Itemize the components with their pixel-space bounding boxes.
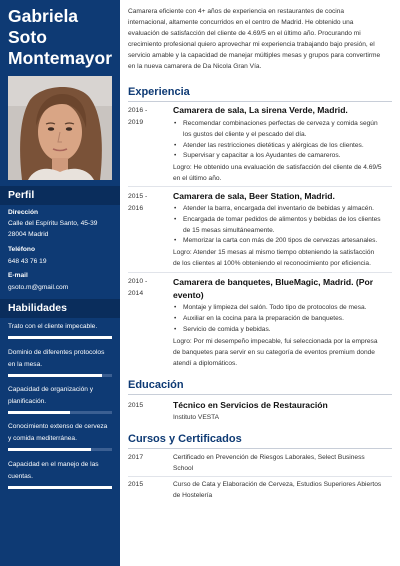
job-date-end: 2019 xyxy=(128,119,144,126)
duty-item: • Auxiliar en la cocina para la preparación de banquetes. xyxy=(173,314,393,325)
summary-line: servicio amable y la capacidad de manejar múltiples mesas y grupos para convertirme xyxy=(128,52,381,59)
job-date-end: 2014 xyxy=(128,290,144,297)
skill-level-fill xyxy=(8,374,102,377)
name-line-2: Soto xyxy=(8,27,47,47)
skill-item xyxy=(8,421,114,445)
telefono-label: Teléfono xyxy=(8,246,35,253)
skill-item xyxy=(8,321,114,333)
job-duties xyxy=(173,204,393,247)
achievement-line: Logro: Atender 15 mesas al mismo tiempo obteniendo la satisfacción xyxy=(173,249,375,256)
skill-text: Capacidad en el manejo de las xyxy=(8,461,99,468)
skill-level-fill xyxy=(8,336,112,339)
skill-text: Dominio de diferentes protocolos xyxy=(8,349,105,356)
cursos-heading: Cursos y Certificados xyxy=(128,433,392,449)
skill-level-fill xyxy=(8,411,70,414)
education-title: Técnico en Servicios de Restauración xyxy=(173,400,328,410)
skill-level-bar xyxy=(8,486,112,489)
course-line: School xyxy=(173,465,194,472)
skill-level-bar xyxy=(8,411,112,414)
skill-text: y comida mediterránea. xyxy=(8,435,77,442)
summary-line: crecimiento profesional quiero aprovechar mi experiencia trabajando bajo presión, el xyxy=(128,41,375,48)
skill-item xyxy=(8,459,114,483)
course-date: 2015 xyxy=(128,481,144,488)
divider xyxy=(128,272,392,273)
email-value: gsoto.m@gmail.com xyxy=(8,284,69,291)
job-achievement xyxy=(173,163,393,185)
profile-photo xyxy=(8,76,112,180)
course-line: de Hostelería xyxy=(173,492,213,499)
duty-item: • Servicio de comida y bebidas. xyxy=(173,325,393,336)
summary-line: internacional, altamente concurridos en el centro de Madrid. He obtenido una xyxy=(128,19,354,26)
summary-line: evaluación de satisfacción del cliente de 4.69/5 en el último año. Procurando mi xyxy=(128,30,361,37)
job-date xyxy=(128,191,168,215)
job-achievement xyxy=(173,248,393,270)
skill-level-fill xyxy=(8,486,112,489)
job-title-line: Camarera de banquetes, BlueMagic, Madrid. (Por xyxy=(173,277,374,287)
achievement-line: Logro: He obtenido una evaluación de satisfacción del cliente de 4.69/5 xyxy=(173,164,382,171)
telefono-value: 648 43 76 19 xyxy=(8,258,47,265)
job-title: Camarera de sala, La sirena Verde, Madrid. xyxy=(173,105,348,115)
job-date-start: 2015 - xyxy=(128,193,148,200)
job-date-start: 2010 - xyxy=(128,278,148,285)
duty-item: • Recomendar combinaciones perfectas de cerveza y comida según los gustos del cliente y el pescado del día. xyxy=(173,119,393,141)
achievement-line: Logro: Por mi desempeño impecable, fui seleccionada por la empresa xyxy=(173,338,378,345)
direccion-line-2: 28004 Madrid xyxy=(8,231,49,238)
course-item xyxy=(173,479,393,501)
skill-text: en la mesa. xyxy=(8,361,43,368)
summary-line: en la nueva camarera de Da Nicola Gran Vía. xyxy=(128,63,262,70)
course-item xyxy=(173,452,393,474)
achievement-line: atendí a diplomáticos. xyxy=(173,359,238,367)
direccion-label: Dirección xyxy=(8,209,39,216)
course-line: Certificado en Prevención de Riesgos Laborales, Select Business xyxy=(173,454,365,461)
education-institution: Instituto VESTA xyxy=(173,414,220,421)
job-date-start: 2016 - xyxy=(128,107,148,114)
skill-text: planificación. xyxy=(8,398,47,405)
skill-item xyxy=(8,347,114,371)
achievement-line: de banquetes para servir en su categoría de eventos premium donde xyxy=(173,348,375,356)
job-title: Camarera de sala, Beer Station, Madrid. xyxy=(173,191,335,201)
job-title xyxy=(173,276,393,302)
sidebar xyxy=(0,0,120,566)
skill-item xyxy=(8,384,114,408)
skill-text: cuentas. xyxy=(8,473,33,480)
educacion-heading: Educación xyxy=(128,379,392,395)
skill-level-bar xyxy=(8,448,112,451)
duty-item: • Atender las restricciones dietéticas y alérgicas de los clientes. xyxy=(173,141,393,152)
job-title-line: evento) xyxy=(173,290,204,300)
job-achievement xyxy=(173,337,393,369)
divider xyxy=(128,476,392,477)
skill-level-bar xyxy=(8,374,112,377)
skill-text: Conocimiento extenso de cerveza xyxy=(8,423,108,430)
achievement-line: en el último año. xyxy=(173,174,222,182)
duty-item: • Encargada de tomar pedidos de alimentos y bebidas de los clientes de 15 mesas simultáneamente. xyxy=(173,215,393,237)
duty-item: • Supervisar y capacitar a los Ayudantes de camareros. xyxy=(173,151,393,162)
job-duties xyxy=(173,119,393,162)
summary-line: Camarera eficiente con 4+ años de experiencia en restaurantes de cocina xyxy=(128,8,345,15)
skill-level-fill xyxy=(8,448,91,451)
job-date-end: 2016 xyxy=(128,205,144,212)
skill-text: Trato con el cliente impecable. xyxy=(8,323,98,330)
duty-item: • Memorizar la carta con más de 200 tipos de cervezas artesanales. xyxy=(173,236,393,247)
duty-item: • Atender la barra, encargada del inventario de bebidas y almacén. xyxy=(173,204,393,215)
professional-summary xyxy=(128,6,392,72)
job-date xyxy=(128,105,168,129)
direccion-line-1: Calle del Espíritu Santo, 45-39 xyxy=(8,220,98,227)
email-label: E-mail xyxy=(8,272,28,279)
course-date: 2017 xyxy=(128,454,144,461)
achievement-line: de los clientes al 100% obteniendo el reconocimiento por eficiencia. xyxy=(173,259,371,267)
portrait-image xyxy=(8,76,112,180)
name-line-1: Gabriela xyxy=(8,6,79,26)
perfil-heading: Perfil xyxy=(0,186,120,205)
divider xyxy=(128,186,392,187)
habilidades-heading: Habilidades xyxy=(0,299,120,318)
job-duties xyxy=(173,303,393,335)
job-date xyxy=(128,276,168,300)
experiencia-heading: Experiencia xyxy=(128,86,392,102)
education-date: 2015 xyxy=(128,402,144,409)
duty-item: • Montaje y limpieza del salón. Todo tipo de protocolos de mesa. xyxy=(173,303,393,314)
name-line-3: Montemayor xyxy=(8,48,113,68)
course-line: Curso de Cata y Elaboración de Cerveza, Estudios Superiores Abiertos xyxy=(173,481,382,488)
skill-text: Capacidad de organización y xyxy=(8,386,94,393)
skill-level-bar xyxy=(8,336,112,339)
candidate-name xyxy=(8,6,116,69)
